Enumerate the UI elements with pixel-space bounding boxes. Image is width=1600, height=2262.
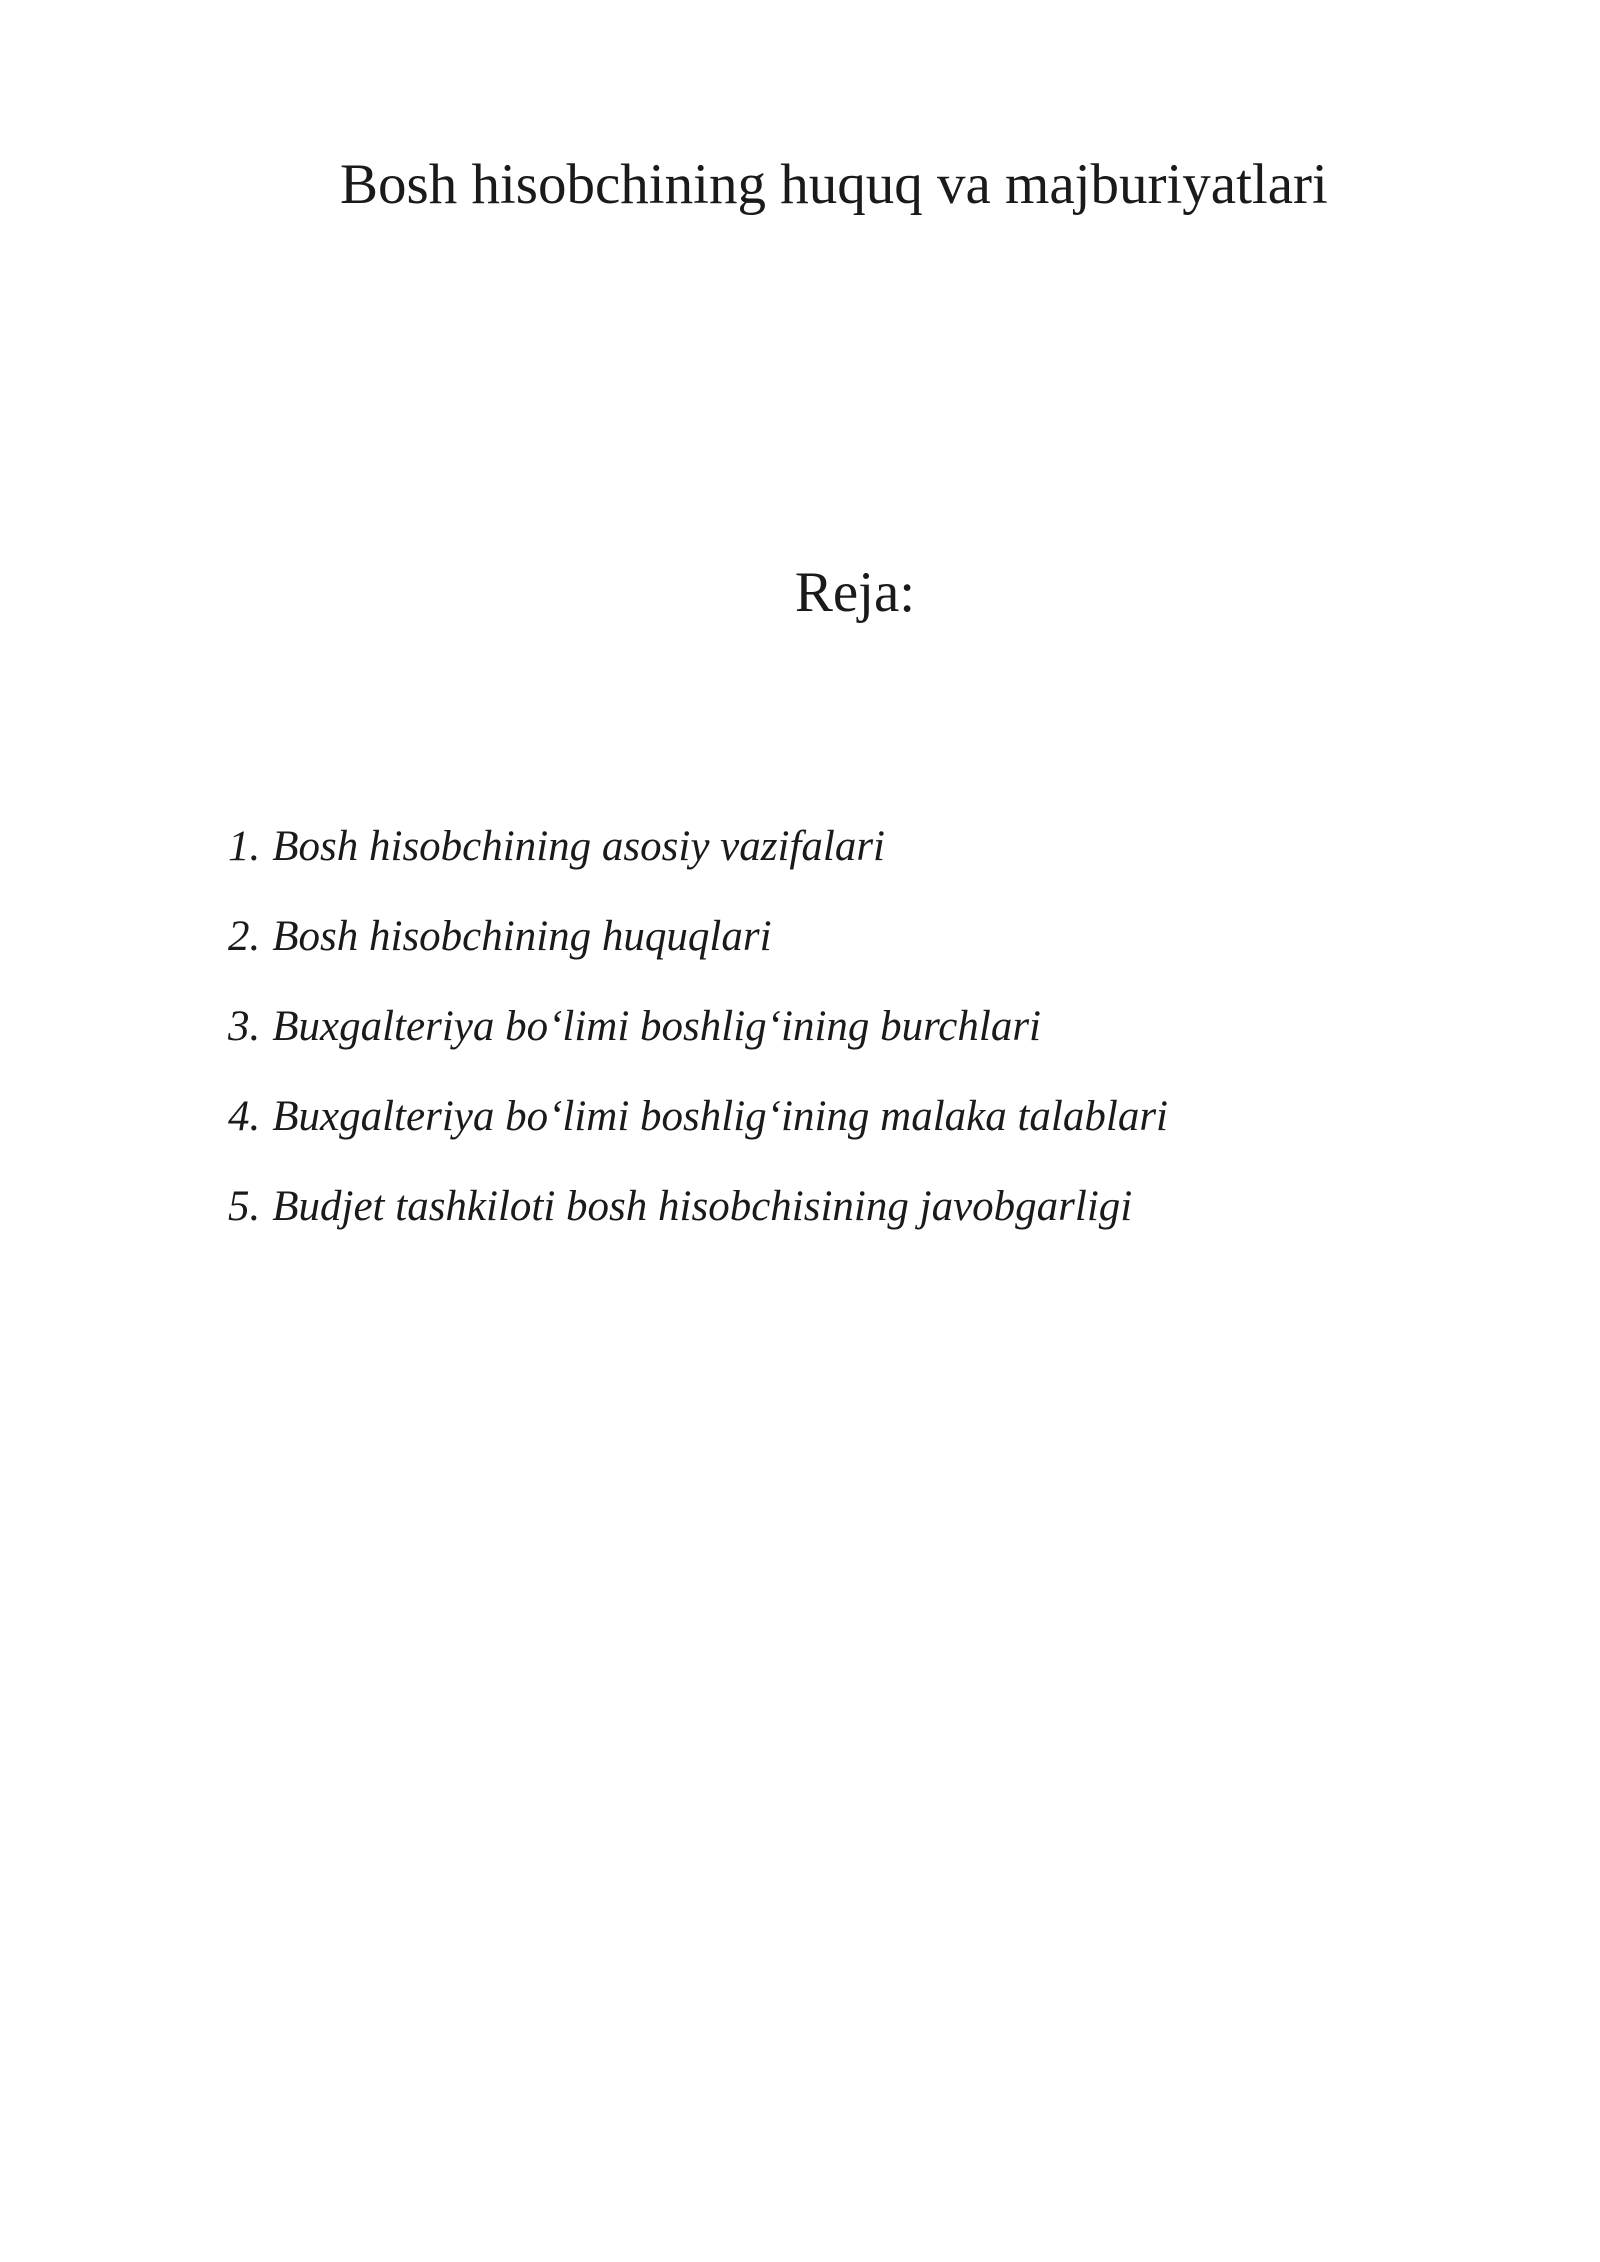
plan-item-number: 2. [228,913,261,960]
plan-item [228,1002,1168,1052]
plan-item-text: Budjet tashkiloti bosh hisobchisining javobgarligi [272,1183,1133,1230]
plan-item-number: 1. [228,823,261,870]
document-title: Bosh hisobchining huquq va majburiyatlari [340,153,1328,216]
plan-item [228,912,1168,962]
plan-item-text: Bosh hisobchining asosiy vazifalari [272,823,885,870]
plan-list [228,822,1168,1272]
plan-item [228,1092,1168,1142]
plan-item-text: Buxgalteriya bo‘limi boshlig‘ining burchlari [272,1003,1042,1050]
plan-item-number: 4. [228,1093,261,1140]
plan-item-text: Buxgalteriya bo‘limi boshlig‘ining malaka talablari [272,1093,1169,1140]
plan-item-text: Bosh hisobchining huquqlari [272,913,772,960]
plan-item [228,1182,1168,1232]
plan-item-number: 3. [228,1003,261,1050]
plan-item-number: 5. [228,1183,261,1230]
plan-heading: Reja: [794,561,916,624]
plan-item [228,822,1168,872]
